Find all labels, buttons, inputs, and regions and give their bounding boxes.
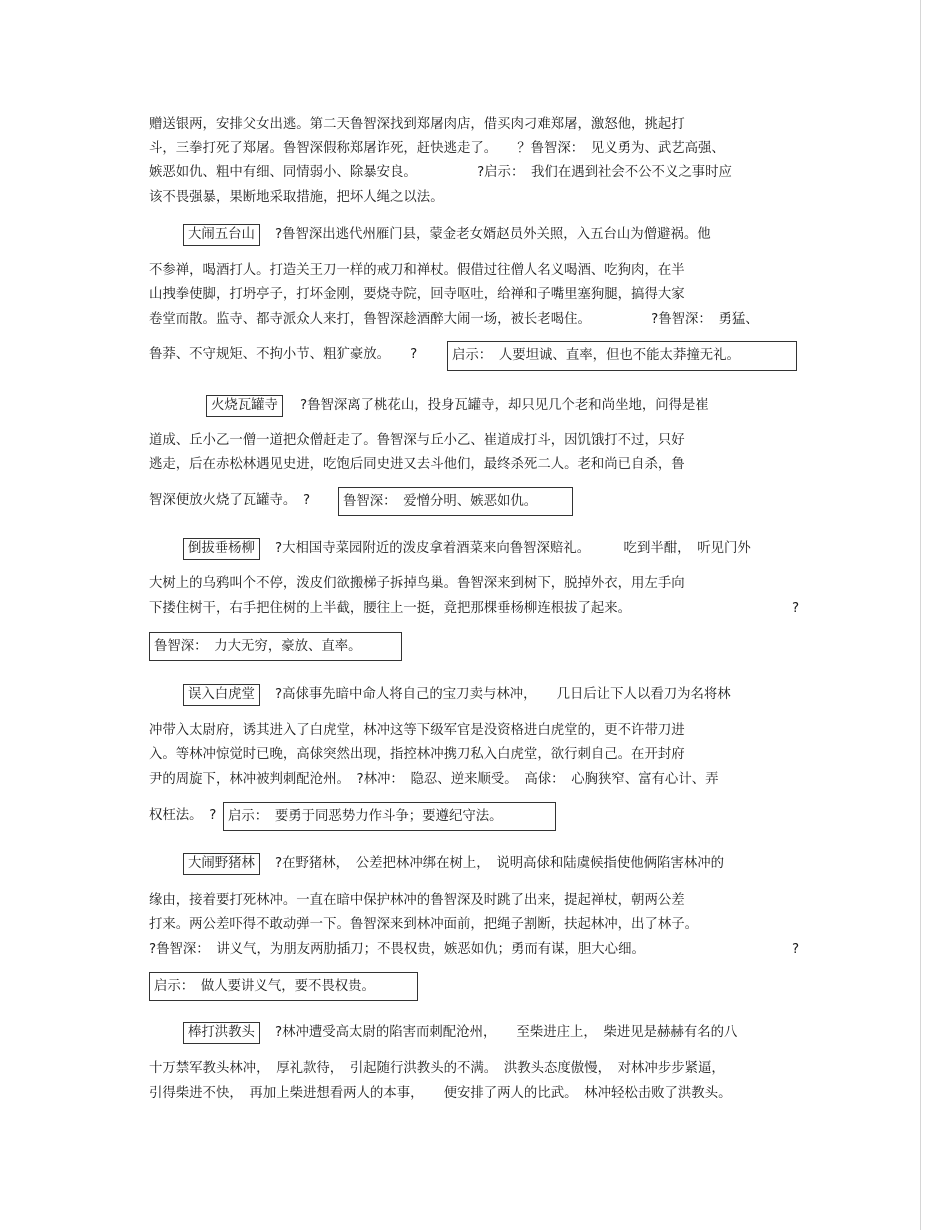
wutaishan-line-3: 山拽拳使脚，打坍亭子，打坏金刚，要烧寺院，回寺呕吐，给禅和子嘴里塞狗腿，搞得大家 [149,287,685,302]
yangliu-line-3-mark: ? [792,601,800,616]
baihutang-line-4: 尹的周旋下，林冲被判刺配沧州。 ?林冲： 隐忍、逆来顺受。 高俅： 心胸狭窄、富有心计、弄 [149,772,719,787]
yezhulin-line-1: ?在野猪林， 公差把林冲绑在树上， 说明高俅和陆虞候指使他俩陷害林冲的 [275,856,724,871]
section-title-wayaosi: 火烧瓦罐寺 [206,395,283,417]
section-title-yangliu: 倒拔垂杨柳 [183,538,260,560]
intro-line-4: 该不畏强暴，果断地采取措施，把坏人绳之以法。 [149,190,444,205]
yezhulin-line-4: ?鲁智深： 讲义气，为朋友两肋插刀；不畏权贵，嫉恶如仇；勇而有谋，胆大心细。 [149,942,645,957]
page-edge-line [920,0,921,1230]
wutaishan-line-1: ?鲁智深出逃代州雁门县，蒙金老女婿赵员外关照，入五台山为僧避祸。他 [275,227,711,242]
hint-box-baihutang: 启示： 要勇于同恶势力作斗争；要遵纪守法。 [223,802,556,831]
intro-line-1: 赠送银两，安排父女出逃。第二天鲁智深找到郑屠肉店，借买肉刁难郑屠，激怒他，挑起打 [149,117,685,132]
baihutang-line-1: ?高俅事先暗中命人将自己的宝刀卖与林冲， 几日后让下人以看刀为名将林 [275,687,731,702]
wayaosi-line-4: 智深便放火烧了瓦罐寺。 ? [149,493,311,508]
hint-box-wutaishan: 启示： 人要坦诚、直率，但也不能太莽撞无礼。 [447,341,797,371]
hongjiaotou-line-2: 十万禁军教头林冲， 厚礼款待， 引起随行洪教头的不满。 洪教头态度傲慢， 对林冲步步紧逼， [149,1061,725,1076]
wutaishan-line-5: 鲁莽、不守规矩、不拘小节、粗犷豪放。 ? [149,347,418,362]
hint-box-wayaosi: 鲁智深： 爱憎分明、嫉恶如仇。 [338,487,573,516]
section-title-wutaishan: 大闹五台山 [183,224,260,246]
wutaishan-line-2: 不参禅，喝酒打人。打造关王刀一样的戒刀和禅杖。假借过往僧人名义喝酒、吃狗肉，在半 [149,263,685,278]
section-title-baihutang: 误入白虎堂 [183,684,260,706]
yezhulin-line-4-mark: ? [792,942,800,957]
hint-box-yezhulin: 启示： 做人要讲义气，要不畏权贵。 [149,972,418,1001]
baihutang-line-3: 入。等林冲惊觉时已晚，高俅突然出现，指控林冲携刀私入白虎堂，欲行刺自己。在开封府 [149,747,685,762]
hint-box-yangliu: 鲁智深： 力大无穷，豪放、直率。 [149,632,402,661]
wutaishan-line-4: 卷堂而散。监寺、都寺派众人来打，鲁智深趁酒醉大闹一场，被长老喝住。 ?鲁智深： 勇猛、 [149,312,759,327]
baihutang-line-2: 冲带入太尉府，诱其进入了白虎堂，林冲这等下级军官是没资格进白虎堂的，更不许带刀进 [149,723,685,738]
wayaosi-line-3: 逃走，后在赤松林遇见史进，吃饱后同史进又去斗他们，最终杀死二人。老和尚已自杀，鲁 [149,457,685,472]
yangliu-line-1: ?大相国寺菜园附近的泼皮拿着酒菜来向鲁智深赔礼。 吃到半酣， 听见门外 [275,541,751,556]
section-title-hongjiaotou: 棒打洪教头 [183,1022,260,1044]
hongjiaotou-line-1: ?林冲遭受高太尉的陷害而刺配沧州， 至柴进庄上， 柴进见是赫赫有名的八 [275,1025,738,1040]
yangliu-line-2: 大树上的乌鸦叫个不停，泼皮们欲搬梯子拆掉鸟巢。鲁智深来到树下，脱掉外衣，用左手向 [149,576,685,591]
wayaosi-line-2: 道成、丘小乙一僧一道把众僧赶走了。鲁智深与丘小乙、崔道成打斗，因饥饿打不过，只好 [149,433,685,448]
wayaosi-line-1: ?鲁智深离了桃花山，投身瓦罐寺，却只见几个老和尚坐地，问得是崔 [300,398,709,413]
yangliu-line-3: 下搂住树干，右手把住树的上半截，腰往上一挺，竟把那棵垂杨柳连根拔了起来。 [149,601,632,616]
intro-line-3: 嫉恶如仇、粗中有细、同情弱小、除暴安良。 ?启示： 我们在遇到社会不公不义之事时应 [149,165,732,180]
intro-line-2: 斗，三拳打死了郑屠。鲁智深假称郑屠诈死，赶快逃走了。 ？鲁智深： 见义勇为、武艺高强、 [149,141,725,156]
baihutang-line-5: 权枉法。 ? [149,808,217,823]
yezhulin-line-2: 缘由，接着要打死林冲。一直在暗中保护林冲的鲁智深及时跳了出来，提起禅杖，朝两公差 [149,893,685,908]
yezhulin-line-3: 打来。两公差吓得不敢动弹一下。鲁智深来到林冲面前，把绳子割断，扶起林冲，出了林子。 [149,917,699,932]
hongjiaotou-line-3: 引得柴进不快， 再加上柴进想看两人的本事， 便安排了两人的比武。 林冲轻松击败了洪教头。 [149,1086,732,1101]
section-title-yezhulin: 大闹野猪林 [183,853,260,875]
